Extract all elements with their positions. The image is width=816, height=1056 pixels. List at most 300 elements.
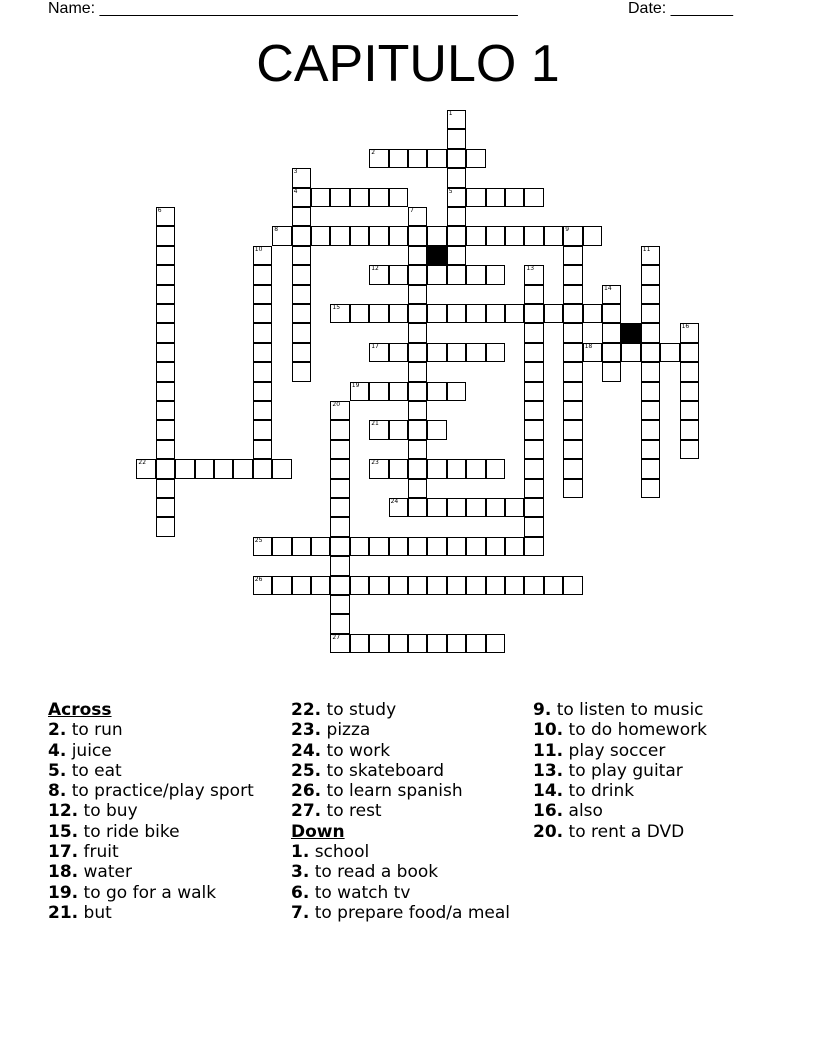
crossword-cell[interactable] (563, 246, 582, 265)
crossword-cell[interactable] (292, 304, 311, 323)
crossword-cell[interactable] (369, 226, 388, 245)
crossword-cell[interactable] (447, 188, 466, 207)
crossword-cell[interactable] (447, 459, 466, 478)
crossword-cell[interactable] (330, 614, 349, 633)
crossword-cell[interactable] (427, 576, 446, 595)
crossword-cell[interactable] (505, 576, 524, 595)
crossword-cell[interactable] (563, 285, 582, 304)
crossword-cell[interactable] (563, 362, 582, 381)
crossword-cell[interactable] (330, 595, 349, 614)
crossword-cell[interactable] (505, 537, 524, 556)
crossword-cell[interactable] (253, 304, 272, 323)
clue-number-label: 2. (48, 720, 67, 741)
crossword-cell[interactable] (447, 207, 466, 226)
crossword-cell[interactable] (350, 226, 369, 245)
clue-number-label: 6. (291, 882, 310, 903)
crossword-cell[interactable] (680, 382, 699, 401)
clue-item: 11. play soccer (533, 740, 666, 761)
crossword-cell[interactable] (330, 304, 349, 323)
crossword-cell[interactable] (330, 420, 349, 439)
crossword-cell[interactable] (680, 343, 699, 362)
crossword-cell[interactable] (563, 440, 582, 459)
crossword-cell[interactable] (641, 323, 660, 342)
crossword-cell[interactable] (466, 149, 485, 168)
crossword-cell[interactable] (253, 265, 272, 284)
crossword-cell[interactable] (466, 537, 485, 556)
crossword-cell[interactable] (447, 265, 466, 284)
crossword-cell[interactable] (408, 576, 427, 595)
crossword-cell[interactable] (156, 479, 175, 498)
crossword-cell[interactable] (544, 576, 563, 595)
crossword-cell[interactable] (292, 188, 311, 207)
crossword-cell[interactable] (369, 304, 388, 323)
crossword-cell[interactable] (214, 459, 233, 478)
crossword-cell[interactable] (524, 382, 543, 401)
clue-number: 2 (371, 148, 376, 156)
crossword-cell[interactable] (408, 382, 427, 401)
crossword-cell[interactable] (408, 323, 427, 342)
crossword-cell[interactable] (330, 517, 349, 536)
crossword-cell[interactable] (253, 285, 272, 304)
clue-number-label: 23. (291, 720, 322, 741)
crossword-cell[interactable] (524, 479, 543, 498)
crossword-cell[interactable] (311, 188, 330, 207)
crossword-cell[interactable] (427, 226, 446, 245)
clue-number: 19 (351, 381, 360, 389)
crossword-cell[interactable] (408, 246, 427, 265)
crossword-cell[interactable] (466, 459, 485, 478)
name-field[interactable]: Name: _______________________________________________ (48, 0, 518, 17)
crossword-cell[interactable] (524, 401, 543, 420)
clue-section-heading: Across (48, 700, 112, 720)
crossword-cell[interactable] (641, 343, 660, 362)
crossword-cell[interactable] (680, 362, 699, 381)
clue-number-label: 5. (48, 760, 67, 781)
crossword-cell[interactable] (253, 362, 272, 381)
clue-number-label: 7. (291, 902, 310, 923)
clue-item: 7. to prepare food/a meal (291, 902, 511, 923)
crossword-cell[interactable] (330, 576, 349, 595)
crossword-cell[interactable] (389, 226, 408, 245)
crossword-cell[interactable] (641, 401, 660, 420)
clue-number: 12 (371, 265, 379, 273)
crossword-cell[interactable] (447, 634, 466, 653)
crossword-cell[interactable] (641, 420, 660, 439)
clue-number: 1 (448, 110, 453, 117)
crossword-cell[interactable] (524, 459, 543, 478)
clue-number-label: 4. (48, 740, 67, 761)
crossword-cell[interactable] (563, 479, 582, 498)
crossword-cell[interactable] (524, 226, 543, 245)
crossword-cell[interactable] (466, 188, 485, 207)
crossword-cell[interactable] (233, 459, 252, 478)
crossword-cell[interactable] (427, 343, 446, 362)
clue-item: 22. to study (291, 700, 397, 720)
crossword-cell[interactable] (447, 304, 466, 323)
crossword-cell[interactable] (408, 226, 427, 245)
date-field[interactable]: Date: _______ (628, 0, 733, 17)
crossword-cell[interactable] (427, 498, 446, 517)
clue-item: 21. but (48, 902, 112, 923)
crossword-cell[interactable] (680, 323, 699, 342)
crossword-cell[interactable] (292, 168, 311, 187)
crossword-cell[interactable] (330, 401, 349, 420)
crossword-cell[interactable] (292, 246, 311, 265)
crossword-cell[interactable] (253, 440, 272, 459)
black-square (621, 323, 640, 342)
crossword-cell[interactable] (427, 265, 446, 284)
clue-item: 6. to watch tv (291, 882, 411, 903)
clue-number-label: 10. (533, 720, 564, 741)
clue-item: 2. to run (48, 720, 123, 741)
crossword-cell[interactable] (156, 304, 175, 323)
clue-item: 13. to play guitar (533, 760, 683, 781)
crossword-cell[interactable] (292, 265, 311, 284)
crossword-cell[interactable] (389, 537, 408, 556)
crossword-cell[interactable] (486, 188, 505, 207)
crossword-cell[interactable] (641, 459, 660, 478)
crossword-cell[interactable] (486, 459, 505, 478)
crossword-cell[interactable] (156, 362, 175, 381)
crossword-cell[interactable] (447, 110, 466, 129)
crossword-cell[interactable] (350, 537, 369, 556)
crossword-cell[interactable] (311, 576, 330, 595)
crossword-cell[interactable] (563, 382, 582, 401)
crossword-cell[interactable] (272, 537, 291, 556)
crossword-cell[interactable] (408, 285, 427, 304)
crossword-cell[interactable] (408, 479, 427, 498)
crossword-cell[interactable] (408, 420, 427, 439)
crossword-cell[interactable] (524, 498, 543, 517)
clue-number-label: 19. (48, 882, 79, 903)
crossword-cell[interactable] (563, 420, 582, 439)
crossword-cell[interactable] (389, 265, 408, 284)
crossword-cell[interactable] (486, 576, 505, 595)
crossword-cell[interactable] (427, 382, 446, 401)
crossword-cell[interactable] (427, 420, 446, 439)
crossword-cell[interactable] (292, 285, 311, 304)
crossword-cell[interactable] (156, 265, 175, 284)
crossword-cell[interactable] (466, 498, 485, 517)
crossword-cell[interactable] (156, 285, 175, 304)
crossword-cell[interactable] (156, 343, 175, 362)
crossword-cell[interactable] (292, 576, 311, 595)
crossword-cell[interactable] (524, 323, 543, 342)
crossword-cell[interactable] (253, 343, 272, 362)
crossword-cell[interactable] (156, 498, 175, 517)
crossword-cell[interactable] (680, 440, 699, 459)
clue-number: 27 (332, 633, 341, 641)
crossword-cell[interactable] (253, 401, 272, 420)
black-square (427, 246, 446, 265)
crossword-cell[interactable] (156, 459, 175, 478)
crossword-cell[interactable] (641, 382, 660, 401)
crossword-cell[interactable] (563, 343, 582, 362)
crossword-cell[interactable] (369, 576, 388, 595)
crossword-cell[interactable] (311, 226, 330, 245)
crossword-cell[interactable] (156, 401, 175, 420)
crossword-cell[interactable] (408, 401, 427, 420)
crossword-cell[interactable] (389, 498, 408, 517)
crossword-cell[interactable] (563, 323, 582, 342)
clue-number-label: 18. (48, 862, 79, 883)
crossword-cell[interactable] (447, 129, 466, 148)
crossword-cell[interactable] (563, 576, 582, 595)
crossword-cell[interactable] (524, 420, 543, 439)
crossword-cell[interactable] (272, 459, 291, 478)
crossword-cell[interactable] (427, 304, 446, 323)
crossword-cell[interactable] (524, 440, 543, 459)
crossword-cell[interactable] (195, 459, 214, 478)
crossword-cell[interactable] (583, 226, 602, 245)
clue-number: 24 (390, 498, 399, 505)
crossword-cell[interactable] (330, 459, 349, 478)
crossword-cell[interactable] (272, 226, 291, 245)
crossword-cell[interactable] (330, 634, 349, 653)
crossword-cell[interactable] (156, 420, 175, 439)
crossword-cell[interactable] (486, 304, 505, 323)
crossword-cell[interactable] (369, 634, 388, 653)
crossword-cell[interactable] (583, 304, 602, 323)
crossword-cell[interactable] (369, 537, 388, 556)
crossword-cell[interactable] (486, 265, 505, 284)
crossword-cell[interactable] (253, 459, 272, 478)
crossword-cell[interactable] (447, 168, 466, 187)
crossword-cell[interactable] (524, 304, 543, 323)
crossword-cell[interactable] (505, 188, 524, 207)
clue-number-label: 27. (291, 801, 322, 822)
crossword-cell[interactable] (389, 343, 408, 362)
crossword-cell[interactable] (311, 537, 330, 556)
crossword-cell[interactable] (156, 207, 175, 226)
clue-number: 9 (565, 226, 570, 234)
crossword-cell[interactable] (505, 498, 524, 517)
crossword-cell[interactable] (680, 420, 699, 439)
crossword-cell[interactable] (330, 188, 349, 207)
crossword-cell[interactable] (486, 634, 505, 653)
crossword-cell[interactable] (156, 323, 175, 342)
clues-column-2 (291, 700, 521, 923)
crossword-cell[interactable] (427, 537, 446, 556)
crossword-cell[interactable] (524, 265, 543, 284)
clue-item: 27. to rest (291, 801, 382, 822)
crossword-cell[interactable] (408, 207, 427, 226)
crossword-cell[interactable] (389, 188, 408, 207)
clue-number: 6 (157, 207, 162, 214)
crossword-cell[interactable] (544, 226, 563, 245)
crossword-cell[interactable] (369, 343, 388, 362)
crossword-cell[interactable] (466, 576, 485, 595)
crossword-cell[interactable] (505, 304, 524, 323)
crossword-cell[interactable] (447, 343, 466, 362)
crossword-cell[interactable] (156, 382, 175, 401)
crossword-cell[interactable] (602, 323, 621, 342)
crossword-cell[interactable] (369, 420, 388, 439)
crossword-cell[interactable] (602, 285, 621, 304)
crossword-cell[interactable] (408, 498, 427, 517)
crossword-cell[interactable] (466, 226, 485, 245)
crossword-cell[interactable] (156, 440, 175, 459)
clue-number: 22 (138, 459, 147, 467)
crossword-cell[interactable] (175, 459, 194, 478)
crossword-cell[interactable] (447, 498, 466, 517)
crossword-cell[interactable] (272, 576, 291, 595)
crossword-cell[interactable] (486, 537, 505, 556)
crossword-cell[interactable] (447, 576, 466, 595)
crossword-cell[interactable] (408, 304, 427, 323)
crossword-cell[interactable] (292, 226, 311, 245)
crossword-cell[interactable] (389, 382, 408, 401)
crossword-cell[interactable] (253, 246, 272, 265)
crossword-cell[interactable] (253, 323, 272, 342)
crossword-cell[interactable] (369, 188, 388, 207)
crossword-cell[interactable] (253, 420, 272, 439)
crossword-cell[interactable] (641, 479, 660, 498)
clue-number-label: 15. (48, 821, 79, 842)
clue-number: 25 (254, 536, 263, 544)
crossword-cell[interactable] (524, 362, 543, 381)
crossword-cell[interactable] (292, 362, 311, 381)
crossword-cell[interactable] (563, 265, 582, 284)
crossword-cell[interactable] (369, 382, 388, 401)
crossword-cell[interactable] (544, 304, 563, 323)
crossword-cell[interactable] (524, 537, 543, 556)
crossword-cell[interactable] (466, 343, 485, 362)
crossword-cell[interactable] (292, 537, 311, 556)
crossword-cell[interactable] (641, 285, 660, 304)
clue-item: 23. pizza (291, 720, 371, 741)
crossword-cell[interactable] (602, 343, 621, 362)
crossword-cell[interactable] (486, 226, 505, 245)
crossword-cell[interactable] (447, 537, 466, 556)
crossword-cell[interactable] (408, 459, 427, 478)
clue-number-label: 24. (291, 740, 322, 761)
crossword-cell[interactable] (389, 459, 408, 478)
clue-item: 17. fruit (48, 842, 119, 863)
crossword-cell[interactable] (369, 265, 388, 284)
crossword-cell[interactable] (583, 343, 602, 362)
crossword-cell[interactable] (156, 226, 175, 245)
crossword-cell[interactable] (486, 343, 505, 362)
crossword-cell[interactable] (253, 576, 272, 595)
clue-number-label: 21. (48, 902, 79, 923)
clue-number: 23 (371, 459, 379, 467)
clue-number-label: 13. (533, 760, 564, 781)
crossword-cell[interactable] (524, 285, 543, 304)
crossword-cell[interactable] (156, 246, 175, 265)
crossword-cell[interactable] (350, 634, 369, 653)
crossword-cell[interactable] (408, 362, 427, 381)
crossword-cell[interactable] (330, 226, 349, 245)
crossword-cell[interactable] (641, 265, 660, 284)
crossword-cell[interactable] (350, 576, 369, 595)
crossword-cell[interactable] (389, 420, 408, 439)
crossword-cell[interactable] (447, 382, 466, 401)
crossword-cell[interactable] (602, 362, 621, 381)
clue-number: 11 (642, 245, 651, 253)
clue-item: 5. to eat (48, 760, 122, 781)
clue-number-label: 3. (291, 862, 310, 883)
crossword-cell[interactable] (350, 188, 369, 207)
crossword-cell[interactable] (369, 149, 388, 168)
clue-number-label: 8. (48, 781, 67, 802)
crossword-cell[interactable] (563, 459, 582, 478)
crossword-cell[interactable] (253, 537, 272, 556)
crossword-cell[interactable] (330, 479, 349, 498)
crossword-cell[interactable] (408, 149, 427, 168)
crossword-cell[interactable] (641, 304, 660, 323)
crossword-cell[interactable] (253, 382, 272, 401)
crossword-cell[interactable] (524, 576, 543, 595)
crossword-cell[interactable] (524, 188, 543, 207)
crossword-cell[interactable] (641, 440, 660, 459)
crossword-cell[interactable] (563, 401, 582, 420)
crossword-cell[interactable] (563, 226, 582, 245)
crossword-cell[interactable] (447, 246, 466, 265)
crossword-cell[interactable] (408, 634, 427, 653)
crossword-cell[interactable] (330, 440, 349, 459)
crossword-cell[interactable] (524, 343, 543, 362)
crossword-cell[interactable] (330, 556, 349, 575)
crossword-cell[interactable] (389, 576, 408, 595)
crossword-cell[interactable] (156, 517, 175, 536)
crossword-cell[interactable] (466, 304, 485, 323)
clue-number: 10 (254, 245, 263, 253)
crossword-cell[interactable] (369, 459, 388, 478)
crossword-cell[interactable] (621, 343, 640, 362)
crossword-cell[interactable] (447, 226, 466, 245)
crossword-cell[interactable] (466, 265, 485, 284)
clue-item: 1. school (291, 842, 370, 863)
crossword-cell[interactable] (641, 246, 660, 265)
crossword-cell[interactable] (427, 634, 446, 653)
crossword-cell[interactable] (427, 459, 446, 478)
crossword-cell[interactable] (563, 304, 582, 323)
clue-number-label: 1. (291, 842, 310, 863)
crossword-cell[interactable] (602, 304, 621, 323)
clue-item: 16. also (533, 801, 603, 822)
clue-item: 4. juice (48, 740, 112, 761)
crossword-cell[interactable] (680, 401, 699, 420)
crossword-cell[interactable] (330, 498, 349, 517)
crossword-cell[interactable] (292, 207, 311, 226)
crossword-cell[interactable] (408, 265, 427, 284)
clue-item: 10. to do homework (533, 720, 707, 741)
crossword-cell[interactable] (292, 343, 311, 362)
crossword-cell[interactable] (350, 382, 369, 401)
crossword-cell[interactable] (524, 517, 543, 536)
crossword-cell[interactable] (641, 362, 660, 381)
crossword-cell[interactable] (350, 304, 369, 323)
crossword-cell[interactable] (660, 343, 679, 362)
crossword-cell[interactable] (408, 343, 427, 362)
crossword-cell[interactable] (408, 440, 427, 459)
crossword-cell[interactable] (486, 498, 505, 517)
crossword-cell[interactable] (427, 149, 446, 168)
crossword-cell[interactable] (466, 634, 485, 653)
crossword-cell[interactable] (505, 226, 524, 245)
crossword-cell[interactable] (389, 149, 408, 168)
crossword-cell[interactable] (408, 537, 427, 556)
crossword-cell[interactable] (292, 323, 311, 342)
clue-number: 18 (584, 342, 593, 350)
clue-number: 20 (332, 401, 341, 408)
crossword-cell[interactable] (136, 459, 155, 478)
crossword-cell[interactable] (447, 149, 466, 168)
crossword-cell[interactable] (330, 537, 349, 556)
crossword-cell[interactable] (389, 304, 408, 323)
crossword-cell[interactable] (389, 634, 408, 653)
